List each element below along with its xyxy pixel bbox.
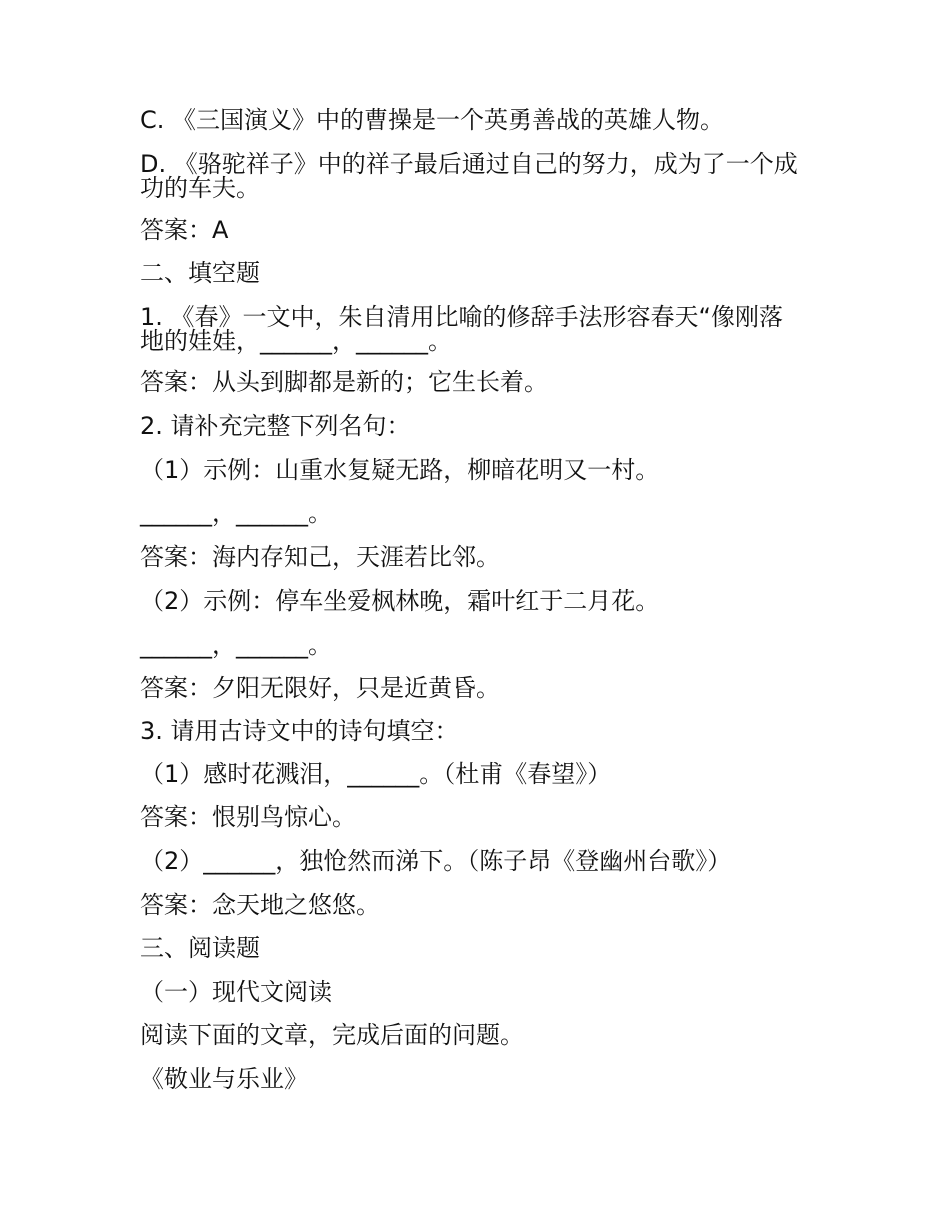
question-3-part-2: （2）______，独怆然而涕下。（陈子昂《登幽州台歌》） bbox=[140, 847, 732, 875]
question-2: 2. 请补充完整下列名句： bbox=[140, 412, 411, 440]
question-2-blank-1: ______，______。 bbox=[140, 499, 332, 527]
question-2-example-2: （2）示例：停车坐爱枫林晚，霜叶红于二月花。 bbox=[140, 587, 660, 615]
option-d: D. 《骆驼祥子》中的祥子最后通过自己的努力，成为了一个成功的车夫。 bbox=[140, 150, 798, 202]
question-3: 3. 请用古诗文中的诗句填空： bbox=[140, 717, 459, 745]
subsection-modern-reading: （一）现代文阅读 bbox=[140, 978, 332, 1006]
reading-instruction: 阅读下面的文章，完成后面的问题。 bbox=[140, 1021, 524, 1049]
question-3-part-1: （1）感时花溅泪，______。（杜甫《春望》） bbox=[140, 760, 612, 788]
answer-q3-2: 答案：念天地之悠悠。 bbox=[140, 891, 380, 919]
section-heading-fill-in: 二、填空题 bbox=[140, 259, 260, 287]
answer-q3-1: 答案：恨别鸟惊心。 bbox=[140, 803, 356, 831]
answer-q1: 答案：从头到脚都是新的；它生长着。 bbox=[140, 368, 548, 396]
section-heading-reading: 三、阅读题 bbox=[140, 934, 260, 962]
answer-q2-1: 答案：海内存知己，天涯若比邻。 bbox=[140, 543, 500, 571]
question-2-example-1: （1）示例：山重水复疑无路，柳暗花明又一村。 bbox=[140, 456, 660, 484]
question-1: 1. 《春》一文中，朱自清用比喻的修辞手法形容春天“像刚落地的娃娃，______，______。 bbox=[140, 303, 783, 355]
option-c: C. 《三国演义》中的曹操是一个英勇善战的英雄人物。 bbox=[140, 106, 725, 134]
article-title: 《敬业与乐业》 bbox=[140, 1065, 308, 1093]
answer-q2-2: 答案：夕阳无限好，只是近黄昏。 bbox=[140, 674, 500, 702]
question-2-blank-2: ______，______。 bbox=[140, 631, 332, 659]
answer-1: 答案：A bbox=[140, 216, 229, 244]
